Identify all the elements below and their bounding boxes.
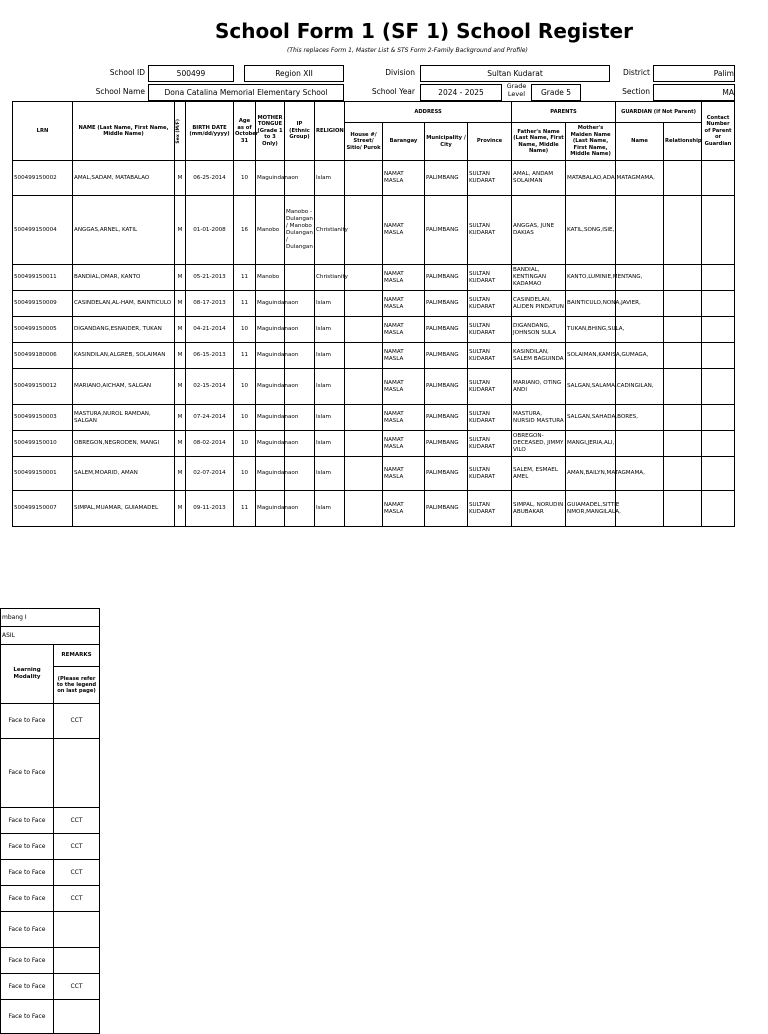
province-cell: SULTAN KUDARAT (468, 265, 512, 291)
mother-tongue-cell: Maguindanaon (256, 457, 285, 491)
municipality-cell: PALIMBANG (425, 343, 468, 369)
house-cell (345, 431, 383, 457)
mother-cell: TUKAN,BHING,SULA, (566, 317, 616, 343)
municipality-cell: PALIMBANG (425, 491, 468, 527)
table-row (13, 161, 735, 196)
name-cell: DIGANDANG,ESNAIDER, TUKAN (73, 317, 175, 343)
father-cell: MARIANO, OTING ANDI (512, 369, 566, 405)
learning-modality-cell: Face to Face (1, 912, 54, 948)
province-cell: SULTAN KUDARAT (468, 196, 512, 265)
barangay-cell: NAMAT MASLA (383, 369, 425, 405)
province-cell: SULTAN KUDARAT (468, 161, 512, 196)
remarks-cell: CCT (54, 974, 100, 1000)
father-cell: OBREGON-DECEASED, JIMMY VILO (512, 431, 566, 457)
mother-tongue-cell: Maguindanaon (256, 405, 285, 431)
table-row (13, 457, 735, 491)
mother-cell: GUIAMADEL,SITTIE NMOR,MANGILALA, (566, 491, 616, 527)
division-label: Division (385, 68, 415, 77)
remarks-cell: CCT (54, 704, 100, 739)
remarks-row (1, 912, 100, 948)
mother-cell: KANTO,LUMINIE,MENTANG, (566, 265, 616, 291)
col-guardian-name: Name (616, 123, 664, 161)
remarks-row (1, 948, 100, 974)
relationship-cell (664, 161, 702, 196)
col-relationship: Relationship (664, 123, 702, 161)
mother-tongue-cell: Maguindanaon (256, 431, 285, 457)
remarks-row (1, 704, 100, 739)
district-field[interactable]: Palim (653, 65, 735, 82)
relationship-cell (664, 405, 702, 431)
barangay-cell: NAMAT MASLA (383, 457, 425, 491)
religion-cell: Islam (315, 491, 345, 527)
mother-cell: SALGAN,SAHADA,BORES, (566, 405, 616, 431)
house-cell (345, 491, 383, 527)
lrn-cell: 500499150011 (13, 265, 73, 291)
sex-cell: M (175, 457, 186, 491)
remarks-cell (54, 1000, 100, 1034)
school-name-label: School Name (95, 87, 145, 96)
name-cell: KASINDILAN,ALGREB, SOLAIMAN (73, 343, 175, 369)
municipality-cell: PALIMBANG (425, 405, 468, 431)
school-id-label: School ID (109, 68, 145, 77)
col-address: ADDRESS (345, 102, 512, 123)
father-cell: CASINDELAN, ALIDEN PINDATUN (512, 291, 566, 317)
name-cell: ANGGAS,ARNEL, KATIL (73, 196, 175, 265)
religion-cell: Islam (315, 369, 345, 405)
school-id-field[interactable]: 500499 (148, 65, 234, 82)
col-religion: RELIGION (315, 102, 345, 161)
learning-modality-cell: Face to Face (1, 704, 54, 739)
table-row (13, 291, 735, 317)
table-row (13, 265, 735, 291)
remarks-cell (54, 948, 100, 974)
house-cell (345, 265, 383, 291)
col-remarks-legend: (Please refer to the legend on last page) (54, 667, 100, 704)
mother-tongue-cell: Maguindanaon (256, 343, 285, 369)
lrn-cell: 500499150001 (13, 457, 73, 491)
col-sex: Sex (M/F) (175, 102, 186, 161)
ip-cell: Manobo - Dulangan / Manobo Dulangan / Dulangan (285, 196, 315, 265)
table-row (13, 343, 735, 369)
relationship-cell (664, 291, 702, 317)
remarks-row (1, 860, 100, 886)
table-row (13, 369, 735, 405)
remarks-cell (54, 739, 100, 808)
learning-modality-cell: Face to Face (1, 886, 54, 912)
house-cell (345, 291, 383, 317)
birth-date-cell: 06-15-2013 (186, 343, 234, 369)
lrn-cell: 500499150012 (13, 369, 73, 405)
learning-modality-cell: Face to Face (1, 974, 54, 1000)
municipality-cell: PALIMBANG (425, 265, 468, 291)
mother-tongue-cell: Maguindanaon (256, 369, 285, 405)
province-cell: SULTAN KUDARAT (468, 491, 512, 527)
mother-cell: KATIL,SONG,ISIE, (566, 196, 616, 265)
remarks-table (0, 608, 100, 1034)
region-field[interactable]: Region XII (244, 65, 344, 82)
municipality-cell: PALIMBANG (425, 457, 468, 491)
col-house: House #/ Street/ Sitio/ Purok (345, 123, 383, 161)
birth-date-cell: 08-02-2014 (186, 431, 234, 457)
table-row (13, 491, 735, 527)
father-cell: AMAL, ANDAM SOLAIMAN (512, 161, 566, 196)
col-remarks: REMARKS (54, 645, 100, 667)
province-cell: SULTAN KUDARAT (468, 457, 512, 491)
grade-level-label: Grade Level (506, 82, 527, 98)
name-cell: OBREGON,NEGRODEN, MANGI (73, 431, 175, 457)
col-age: Age as of October 31 (234, 102, 256, 161)
col-learning-modality: Learning Modality (1, 645, 54, 704)
municipality-cell: PALIMBANG (425, 161, 468, 196)
page-subtitle: (This replaces Form 1, Master List & STS Form 2-Family Background and Profile) (287, 47, 528, 54)
father-cell: SIMPAL, NORUDIN ABUBAKAR (512, 491, 566, 527)
father-cell: ANGGAS, JUNE DAKIAS (512, 196, 566, 265)
birth-date-cell: 08-17-2013 (186, 291, 234, 317)
learning-modality-cell: Face to Face (1, 739, 54, 808)
lrn-cell: 500499150007 (13, 491, 73, 527)
house-cell (345, 369, 383, 405)
school-name-field[interactable]: Dona Catalina Memorial Elementary School (148, 84, 344, 101)
contact-cell (702, 369, 735, 405)
house-cell (345, 343, 383, 369)
grade-level-field[interactable]: Grade 5 (531, 84, 581, 101)
barangay-cell: NAMAT MASLA (383, 265, 425, 291)
lrn-cell: 500499150009 (13, 291, 73, 317)
table-row (13, 405, 735, 431)
sex-cell: M (175, 405, 186, 431)
birth-date-cell: 02-07-2014 (186, 457, 234, 491)
division-field[interactable]: Sultan Kudarat (420, 65, 610, 82)
mother-cell: SOLAIMAN,KAMISA,GUMAGA, (566, 343, 616, 369)
province-cell: SULTAN KUDARAT (468, 317, 512, 343)
col-province: Province (468, 123, 512, 161)
remarks-row (1, 834, 100, 860)
sex-cell: M (175, 161, 186, 196)
age-cell: 10 (234, 317, 256, 343)
mother-tongue-cell: Manobo (256, 196, 285, 265)
contact-cell (702, 405, 735, 431)
barangay-cell: NAMAT MASLA (383, 161, 425, 196)
province-cell: SULTAN KUDARAT (468, 369, 512, 405)
province-cell: SULTAN KUDARAT (468, 431, 512, 457)
contact-cell (702, 196, 735, 265)
house-cell (345, 196, 383, 265)
contact-cell (702, 491, 735, 527)
birth-date-cell: 04-21-2014 (186, 317, 234, 343)
birth-date-cell: 07-24-2014 (186, 405, 234, 431)
sex-cell: M (175, 291, 186, 317)
birth-date-cell: 06-25-2014 (186, 161, 234, 196)
contact-cell (702, 343, 735, 369)
lrn-cell: 500499150004 (13, 196, 73, 265)
name-cell: MASTURA,NUROL RAMDAN, SALGAN (73, 405, 175, 431)
barangay-cell: NAMAT MASLA (383, 431, 425, 457)
remarks-cell (54, 912, 100, 948)
contact-cell (702, 431, 735, 457)
guardian-name-cell (616, 431, 664, 457)
col-mother: Mother's Maiden Name (Last Name, First Name, Middle Name) (566, 123, 616, 161)
table-row (13, 196, 735, 265)
birth-date-cell: 09-11-2013 (186, 491, 234, 527)
relationship-cell (664, 196, 702, 265)
barangay-cell: NAMAT MASLA (383, 405, 425, 431)
contact-cell (702, 457, 735, 491)
remarks-cell: CCT (54, 808, 100, 834)
remarks-cell: CCT (54, 886, 100, 912)
sex-cell: M (175, 265, 186, 291)
barangay-cell: NAMAT MASLA (383, 291, 425, 317)
age-cell: 10 (234, 369, 256, 405)
age-cell: 16 (234, 196, 256, 265)
remarks-row (1, 1000, 100, 1034)
religion-cell: Islam (315, 161, 345, 196)
col-father: Father's Name (Last Name, First Name, Middle Name) (512, 123, 566, 161)
table-row (13, 431, 735, 457)
municipality-cell: PALIMBANG (425, 369, 468, 405)
lrn-cell: 500499150005 (13, 317, 73, 343)
learning-modality-cell: Face to Face (1, 1000, 54, 1034)
page-title: School Form 1 (SF 1) School Register (215, 19, 633, 43)
age-cell: 11 (234, 291, 256, 317)
municipality-cell: PALIMBANG (425, 431, 468, 457)
lrn-cell: 500499180006 (13, 343, 73, 369)
mother-cell: MANGI,JERIA,ALI, (566, 431, 616, 457)
mother-cell: SALGAN,SALAMA,CADINGILAN, (566, 369, 616, 405)
age-cell: 11 (234, 265, 256, 291)
sex-cell: M (175, 196, 186, 265)
ip-cell (285, 265, 315, 291)
age-cell: 11 (234, 491, 256, 527)
age-cell: 10 (234, 431, 256, 457)
mother-cell: MATABALAO,ADA,MATAGMAMA, (566, 161, 616, 196)
col-name: NAME (Last Name, First Name, Middle Name) (73, 102, 175, 161)
name-cell: BANDIAL,OMAR, KANTO (73, 265, 175, 291)
remarks-row (1, 974, 100, 1000)
birth-date-cell: 02-15-2014 (186, 369, 234, 405)
house-cell (345, 457, 383, 491)
religion-cell: Christianity (315, 265, 345, 291)
remarks-row (1, 808, 100, 834)
col-barangay: Barangay (383, 123, 425, 161)
relationship-cell (664, 431, 702, 457)
lrn-cell: 500499150003 (13, 405, 73, 431)
birth-date-cell: 05-21-2013 (186, 265, 234, 291)
mother-tongue-cell: Maguindanaon (256, 161, 285, 196)
barangay-cell: NAMAT MASLA (383, 317, 425, 343)
name-cell: MARIANO,AICHAM, SALGAN (73, 369, 175, 405)
religion-cell: Christianity (315, 196, 345, 265)
father-cell: SALEM, ESMAEL AMEL (512, 457, 566, 491)
side-line-2: ASIL (1, 627, 100, 645)
house-cell (345, 161, 383, 196)
table-row (13, 317, 735, 343)
age-cell: 10 (234, 161, 256, 196)
sex-cell: M (175, 431, 186, 457)
sex-cell: M (175, 491, 186, 527)
remarks-cell: CCT (54, 860, 100, 886)
municipality-cell: PALIMBANG (425, 317, 468, 343)
relationship-cell (664, 369, 702, 405)
col-guardian: GUARDIAN (if Not Parent) (616, 102, 702, 123)
house-cell (345, 317, 383, 343)
sex-cell: M (175, 369, 186, 405)
learning-modality-cell: Face to Face (1, 948, 54, 974)
section-label: Section (622, 87, 650, 96)
learning-modality-cell: Face to Face (1, 834, 54, 860)
lrn-cell: 500499150002 (13, 161, 73, 196)
mother-tongue-cell: Maguindanaon (256, 491, 285, 527)
religion-cell: Islam (315, 405, 345, 431)
learning-modality-cell: Face to Face (1, 808, 54, 834)
remarks-row (1, 739, 100, 808)
col-parents: PARENTS (512, 102, 616, 123)
house-cell (345, 405, 383, 431)
name-cell: CASINDELAN,AL-HAM, BAINTICULO (73, 291, 175, 317)
age-cell: 11 (234, 343, 256, 369)
municipality-cell: PALIMBANG (425, 196, 468, 265)
remarks-cell: CCT (54, 834, 100, 860)
col-ip: IP (Ethnic Group) (285, 102, 315, 161)
col-lrn: LRN (13, 102, 73, 161)
name-cell: SIMPAL,MUAMAR, GUIAMADEL (73, 491, 175, 527)
relationship-cell (664, 317, 702, 343)
municipality-cell: PALIMBANG (425, 291, 468, 317)
father-cell: KASINDILAN, SALEM BAGUINDA (512, 343, 566, 369)
contact-cell (702, 161, 735, 196)
relationship-cell (664, 457, 702, 491)
contact-cell (702, 317, 735, 343)
birth-date-cell: 01-01-2008 (186, 196, 234, 265)
religion-cell: Islam (315, 343, 345, 369)
guardian-name-cell (616, 196, 664, 265)
col-mother-tongue: MOTHER TONGUE (Grade 1 to 3 Only) (256, 102, 285, 161)
father-cell: MASTURA, NURSID MASTURA (512, 405, 566, 431)
guardian-name-cell (616, 491, 664, 527)
mother-tongue-cell: Manobo (256, 265, 285, 291)
school-year-label: School Year (371, 87, 415, 96)
province-cell: SULTAN KUDARAT (468, 343, 512, 369)
lrn-cell: 500499150010 (13, 431, 73, 457)
col-contact: Contact Number of Parent or Guardian (702, 102, 735, 161)
sex-cell: M (175, 343, 186, 369)
relationship-cell (664, 265, 702, 291)
name-cell: SALEM,MOARID, AMAN (73, 457, 175, 491)
mother-tongue-cell: Maguindanaon (256, 291, 285, 317)
father-cell: BANDIAL, KENTINGAN KADAMAO (512, 265, 566, 291)
contact-cell (702, 265, 735, 291)
contact-cell (702, 291, 735, 317)
school-year-field[interactable]: 2024 - 2025 (420, 84, 502, 101)
remarks-row (1, 886, 100, 912)
province-cell: SULTAN KUDARAT (468, 291, 512, 317)
father-cell: DIGANDANG, JOHNSON SULA (512, 317, 566, 343)
religion-cell: Islam (315, 291, 345, 317)
col-municipality: Municipality / City (425, 123, 468, 161)
district-label: District (623, 68, 650, 77)
relationship-cell (664, 343, 702, 369)
register-table (12, 101, 735, 527)
mother-cell: AMAN,BAILYN,MATAGMAMA, (566, 457, 616, 491)
religion-cell: Islam (315, 317, 345, 343)
religion-cell: Islam (315, 457, 345, 491)
name-cell: AMAL,SADAM, MATABALAO (73, 161, 175, 196)
barangay-cell: NAMAT MASLA (383, 196, 425, 265)
mother-cell: BAINTICULO,NONA,JAVIER, (566, 291, 616, 317)
barangay-cell: NAMAT MASLA (383, 491, 425, 527)
barangay-cell: NAMAT MASLA (383, 343, 425, 369)
age-cell: 10 (234, 457, 256, 491)
mother-tongue-cell: Maguindanaon (256, 317, 285, 343)
section-field[interactable]: MA (653, 84, 735, 101)
sex-cell: M (175, 317, 186, 343)
side-line-1: mbang I (1, 609, 100, 627)
col-birth-date: BIRTH DATE (mm/dd/yyyy) (186, 102, 234, 161)
relationship-cell (664, 491, 702, 527)
province-cell: SULTAN KUDARAT (468, 405, 512, 431)
religion-cell: Islam (315, 431, 345, 457)
age-cell: 10 (234, 405, 256, 431)
learning-modality-cell: Face to Face (1, 860, 54, 886)
